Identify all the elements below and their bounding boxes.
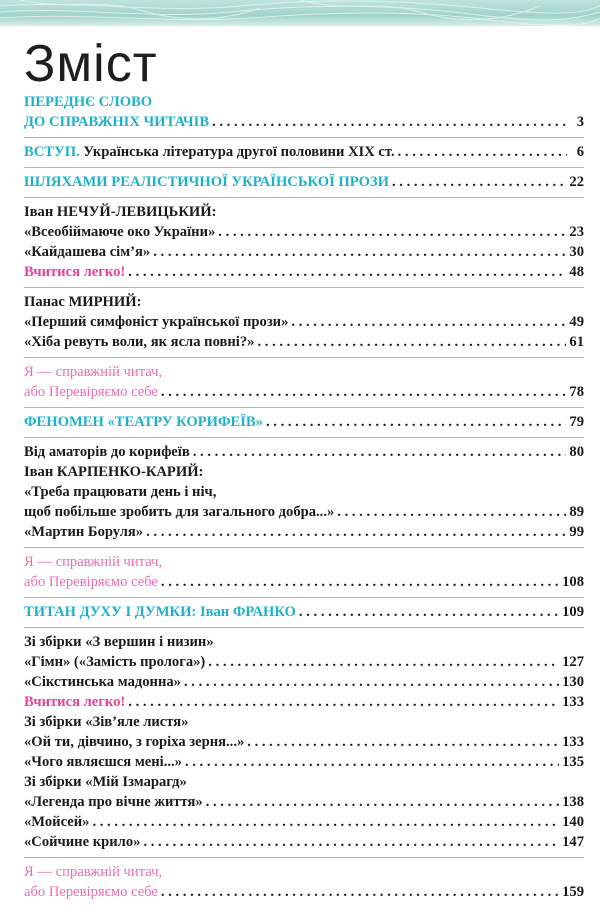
toc-entry-title: Від аматорів до корифеїв xyxy=(24,444,190,460)
toc-author xyxy=(24,772,584,792)
toc-entry[interactable] xyxy=(24,672,584,692)
toc-author xyxy=(24,712,584,732)
section-label: ВСТУП. xyxy=(24,144,80,160)
toc-page-number: 147 xyxy=(562,834,584,850)
leader-dots xyxy=(291,312,566,332)
section-divider xyxy=(24,287,584,288)
toc-entry-title: ШЛЯХАМИ РЕАЛІСТИЧНОЇ УКРАЇНСЬКОЇ ПРОЗИ xyxy=(24,174,389,190)
toc-author xyxy=(24,462,584,482)
toc-entry-title: «Всеобіймаюче око України» xyxy=(24,224,216,240)
toc-entry-title: або Перевіряємо себе xyxy=(24,884,158,900)
leader-dots xyxy=(161,882,559,902)
author-name: Іван НЕЧУЙ-ЛЕВИЦЬКИЙ: xyxy=(24,204,217,220)
toc-author xyxy=(24,202,584,222)
toc-page-number: 135 xyxy=(562,754,584,770)
toc-entry[interactable] xyxy=(24,142,584,162)
leader-dots xyxy=(208,652,559,672)
toc-page-number: 80 xyxy=(569,444,584,460)
toc-entry-title: Вчитися легко! xyxy=(24,264,126,280)
toc-page-number: 140 xyxy=(562,814,584,830)
toc-page-number: 30 xyxy=(569,244,584,260)
toc-entry-title: щоб побільше зробить для загального добра...» xyxy=(24,504,335,520)
toc-entry[interactable] xyxy=(24,92,584,112)
toc-entry[interactable] xyxy=(24,792,584,812)
decorative-header-band xyxy=(0,0,600,26)
leader-dots xyxy=(193,442,567,462)
toc-page-number: 23 xyxy=(569,224,584,240)
leader-dots xyxy=(206,792,559,812)
toc-page-number: 61 xyxy=(569,334,584,350)
toc-entry-title: або Перевіряємо себе xyxy=(24,574,158,590)
toc-entry-title: Я — справжній читач, xyxy=(24,554,163,570)
toc-entry-title: або Перевіряємо себе xyxy=(24,384,158,400)
collection-title: Зі збірки «Зів’яле листя» xyxy=(24,714,189,730)
toc-entry[interactable] xyxy=(24,752,584,772)
toc-page-number: 108 xyxy=(562,574,584,590)
toc-entry[interactable] xyxy=(24,692,584,712)
toc-page-number: 133 xyxy=(562,734,584,750)
leader-dots xyxy=(146,522,566,542)
leader-dots xyxy=(247,732,559,752)
toc-entry[interactable] xyxy=(24,732,584,752)
toc-entry-title: «Мойсей» xyxy=(24,814,90,830)
toc-entry[interactable] xyxy=(24,362,584,382)
section-divider xyxy=(24,627,584,628)
toc-entry-title: Вчитися легко! xyxy=(24,694,126,710)
leader-dots xyxy=(185,752,559,772)
toc-page-number: 127 xyxy=(562,654,584,670)
toc-entry-title: «Легенда про вічне життя» xyxy=(24,794,203,810)
toc-page-number: 79 xyxy=(569,414,584,430)
leader-dots xyxy=(92,812,559,832)
toc-entry-title: Українська література другої половини XIX ст. xyxy=(83,144,395,160)
section-divider xyxy=(24,137,584,138)
toc-author xyxy=(24,632,584,652)
toc-entry[interactable] xyxy=(24,172,584,192)
toc-page-number: 138 xyxy=(562,794,584,810)
table-of-contents xyxy=(24,92,584,902)
section-divider xyxy=(24,407,584,408)
leader-dots xyxy=(143,832,559,852)
leader-dots xyxy=(299,602,559,622)
toc-entry[interactable] xyxy=(24,112,584,132)
toc-entry-title: «Треба працювати день і ніч, xyxy=(24,484,217,500)
collection-title: Зі збірки «З вершин і низин» xyxy=(24,634,214,650)
author-name: Панас МИРНИЙ: xyxy=(24,294,142,310)
toc-entry-title: «Хіба ревуть воли, як ясла повні?» xyxy=(24,334,255,350)
toc-entry-title: «Сойчине крило» xyxy=(24,834,141,850)
toc-entry[interactable] xyxy=(24,382,584,402)
toc-page-number: 22 xyxy=(569,174,584,190)
section-divider xyxy=(24,597,584,598)
toc-entry[interactable] xyxy=(24,332,584,352)
leader-dots xyxy=(161,382,567,402)
toc-entry[interactable] xyxy=(24,882,584,902)
page-title: Зміст xyxy=(24,35,158,93)
toc-entry[interactable] xyxy=(24,602,584,622)
toc-entry-title: «Сікстинська мадонна» xyxy=(24,674,181,690)
toc-entry[interactable] xyxy=(24,242,584,262)
toc-entry-title: «Кайдашева сім’я» xyxy=(24,244,151,260)
leader-dots xyxy=(266,412,566,432)
toc-entry[interactable] xyxy=(24,442,584,462)
toc-entry[interactable] xyxy=(24,832,584,852)
leader-dots xyxy=(184,672,559,692)
leader-dots xyxy=(398,142,567,162)
collection-title: Зі збірки «Мій Ізмарагд» xyxy=(24,774,187,790)
toc-page-number: 159 xyxy=(562,884,584,900)
leader-dots xyxy=(212,112,567,132)
leader-dots xyxy=(392,172,566,192)
section-divider xyxy=(24,547,584,548)
toc-entry-title: «Гімн» («Замість пролога») xyxy=(24,654,206,670)
section-divider xyxy=(24,357,584,358)
toc-entry-title: Я — справжній читач, xyxy=(24,864,163,880)
toc-entry[interactable] xyxy=(24,262,584,282)
toc-page-number: 78 xyxy=(569,384,584,400)
toc-entry[interactable] xyxy=(24,572,584,592)
toc-entry[interactable] xyxy=(24,812,584,832)
toc-page-number: 89 xyxy=(569,504,584,520)
toc-entry[interactable] xyxy=(24,522,584,542)
author-name: Іван КАРПЕНКО-КАРИЙ: xyxy=(24,464,204,480)
leader-dots xyxy=(128,692,559,712)
toc-entry-title: «Чого являєшся мені...» xyxy=(24,754,182,770)
toc-author xyxy=(24,292,584,312)
toc-entry-title: ПЕРЕДНЄ СЛОВО xyxy=(24,94,153,110)
toc-entry[interactable] xyxy=(24,652,584,672)
toc-entry-title: ДО СПРАВЖНІХ ЧИТАЧІВ xyxy=(24,114,210,130)
toc-page-number: 48 xyxy=(569,264,584,280)
toc-entry-title: «Перший симфоніст української прози» xyxy=(24,314,289,330)
toc-page-number: 99 xyxy=(569,524,584,540)
leader-dots xyxy=(218,222,566,242)
toc-entry-title: Я — справжній читач, xyxy=(24,364,163,380)
section-divider xyxy=(24,197,584,198)
section-label: ТИТАН ДУХУ І ДУМКИ: xyxy=(24,604,197,620)
toc-entry[interactable] xyxy=(24,862,584,882)
section-divider xyxy=(24,857,584,858)
toc-entry-title: «Ой ти, дівчино, з горіха зерня...» xyxy=(24,734,245,750)
leader-dots xyxy=(337,502,566,522)
toc-entry[interactable] xyxy=(24,412,584,432)
leader-dots xyxy=(161,572,559,592)
toc-page-number: 6 xyxy=(576,144,584,160)
toc-entry[interactable] xyxy=(24,502,584,522)
toc-entry-title: «Мартин Боруля» xyxy=(24,524,144,540)
toc-entry-title: ФЕНОМЕН «ТЕАТРУ КОРИФЕЇВ» xyxy=(24,414,263,430)
section-divider xyxy=(24,437,584,438)
toc-entry-title: Іван ФРАНКО xyxy=(199,604,296,620)
wave-pattern-icon xyxy=(0,0,600,26)
toc-entry[interactable] xyxy=(24,312,584,332)
toc-page-number: 130 xyxy=(562,674,584,690)
toc-page-number: 49 xyxy=(569,314,584,330)
leader-dots xyxy=(153,242,566,262)
leader-dots xyxy=(257,332,566,352)
toc-page-number: 109 xyxy=(562,604,584,620)
toc-entry[interactable] xyxy=(24,482,584,502)
toc-page-number: 133 xyxy=(562,694,584,710)
toc-entry[interactable] xyxy=(24,222,584,242)
leader-dots xyxy=(128,262,566,282)
toc-page-number: 3 xyxy=(576,114,584,130)
toc-entry[interactable] xyxy=(24,552,584,572)
section-divider xyxy=(24,167,584,168)
